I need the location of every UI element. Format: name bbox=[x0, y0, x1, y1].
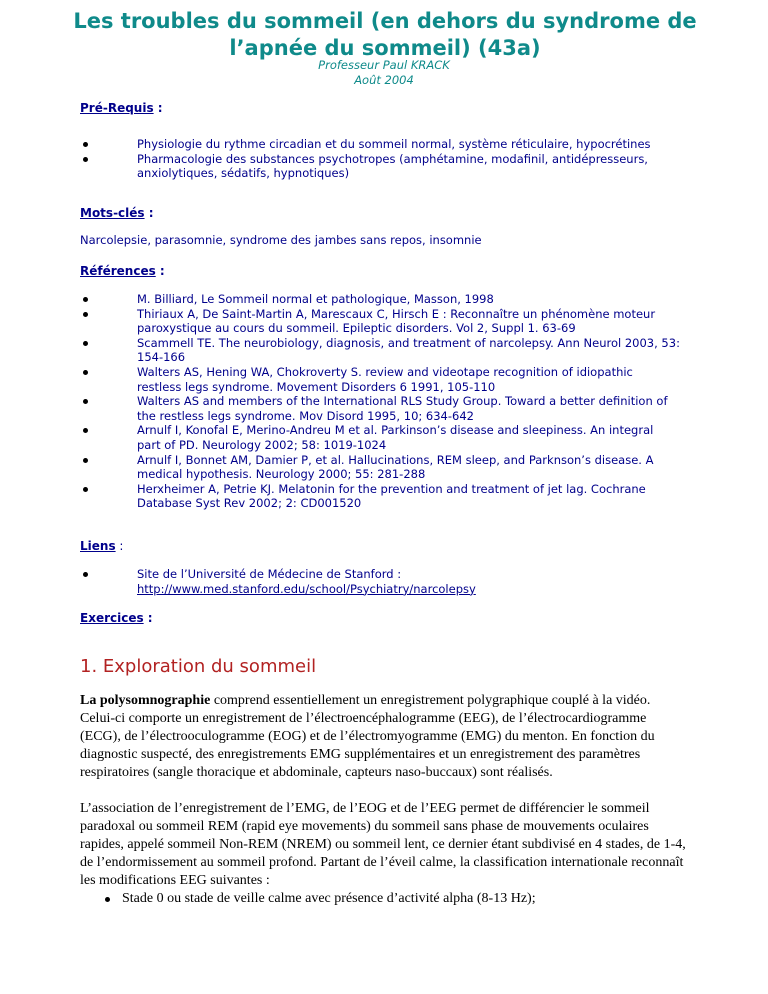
motscles-label: Mots-clés bbox=[80, 206, 145, 220]
list-item: Scammell TE. The neurobiology, diagnosis, and treatment of narcolepsy. Ann Neurol 2003, 53: 154-166 bbox=[80, 336, 680, 365]
motscles-text: Narcolepsie, parasomnie, syndrome des jambes sans repos, insomnie bbox=[80, 233, 482, 247]
list-item: Thiriaux A, De Saint-Martin A, Marescaux C, Hirsch E : Reconnaître un phénomène moteur paroxystique au cours du sommeil. Epileptic disorders. Vol 2, Suppl 1. 63-69 bbox=[80, 307, 680, 336]
author-block bbox=[0, 58, 768, 88]
author-name: Professeur Paul KRACK bbox=[318, 58, 450, 72]
exercices-heading: Exercices : bbox=[80, 611, 153, 625]
stage-0-text: Stade 0 ou stade de veille calme avec présence d’activité alpha (8-13 Hz); bbox=[122, 891, 536, 906]
document-date: Août 2004 bbox=[354, 73, 414, 87]
liens-list bbox=[80, 567, 680, 596]
liens-heading: Liens : bbox=[80, 539, 124, 553]
references-heading: Références : bbox=[80, 264, 165, 278]
list-item: Arnulf I, Konofal E, Merino-Andreu M et al. Parkinson’s disease and sleepiness. An integral part of PD. Neurology 2002; 58: 1019-1024 bbox=[80, 423, 680, 452]
bullet-icon bbox=[105, 897, 110, 902]
section-1-heading: 1. Exploration du sommeil bbox=[80, 655, 317, 677]
list-item: Physiologie du rythme circadian et du sommeil normal, système réticulaire, hypocrétines bbox=[80, 137, 680, 152]
exercices-label[interactable]: Exercices bbox=[80, 611, 144, 625]
section-1-paragraph-2: L’association de l’enregistrement de l’EMG, de l’EOG et de l’EEG permet de différencier le sommeil paradoxal ou sommeil REM (rapid eye movements) du sommeil sans phase de mouvements oculaires rapides, appelé sommeil Non-REM (NREM) ou sommeil lent, ce dernier étant subdivisé en 4 stades, de 1-4, de l’endormissement au sommeil profond. Partant de l’éveil calme, la classification internationale reconnaît les modifications EEG suivantes : bbox=[80, 801, 686, 888]
document-title: Les troubles du sommeil (en dehors du syndrome de l’apnée du sommeil) (43a) bbox=[73, 9, 697, 60]
liens-item-text: Site de l’Université de Médecine de Stanford : bbox=[137, 567, 402, 581]
list-item: Walters AS, Hening WA, Chokroverty S. review and videotape recognition of idiopathic restless legs syndrome. Movement Disorders 6 1991, 105-110 bbox=[80, 365, 680, 394]
prerequis-heading: Pré-Requis : bbox=[80, 101, 163, 115]
paragraph-1-text: comprend essentiellement un enregistrement polygraphique couplé à la vidéo. Celui-ci comporte un enregistrement de l’électroencéphalogramme (EEG), de l’électrocardiogramme (ECG), de l’électrooculogramme (EOG) et de l’électromyogramme (EMG) du menton. En fonction du diagnostic suspecté, des enregistrements EMG supplémentaires et un enregistrement des paramètres respiratoires (sangle thoracique et abdominale, capteurs naso-buccaux) sont réalisés. bbox=[80, 693, 655, 780]
list-item: M. Billiard, Le Sommeil normal et pathologique, Masson, 1998 bbox=[80, 292, 680, 307]
polysomnographie-term: La polysomnographie bbox=[80, 693, 211, 708]
prerequis-list bbox=[80, 137, 680, 181]
references-list bbox=[80, 292, 680, 511]
list-item: Herxheimer A, Petrie KJ. Melatonin for the prevention and treatment of jet lag. Cochrane Database Syst Rev 2002; 2: CD001520 bbox=[80, 482, 680, 511]
prerequis-label: Pré-Requis bbox=[80, 101, 154, 115]
motscles-heading: Mots-clés : bbox=[80, 206, 154, 220]
references-label: Références bbox=[80, 264, 156, 278]
list-item: Walters AS and members of the International RLS Study Group. Toward a better definition of the restless legs syndrome. Mov Disord 1995, 10; 634-642 bbox=[80, 394, 680, 423]
list-item bbox=[80, 567, 680, 596]
section-1-paragraph-1 bbox=[80, 692, 688, 782]
list-item: Arnulf I, Bonnet AM, Damier P, et al. Hallucinations, REM sleep, and Parknson’s disease. A medical hypothesis. Neurology 2000; 55: 281-288 bbox=[80, 453, 680, 482]
liens-label: Liens bbox=[80, 539, 116, 553]
stanford-link[interactable]: http://www.med.stanford.edu/school/Psychiatry/narcolepsy bbox=[137, 581, 476, 596]
list-item: Pharmacologie des substances psychotropes (amphétamine, modafinil, antidépresseurs, anxiolytiques, sédatifs, hypnotiques) bbox=[80, 152, 680, 181]
